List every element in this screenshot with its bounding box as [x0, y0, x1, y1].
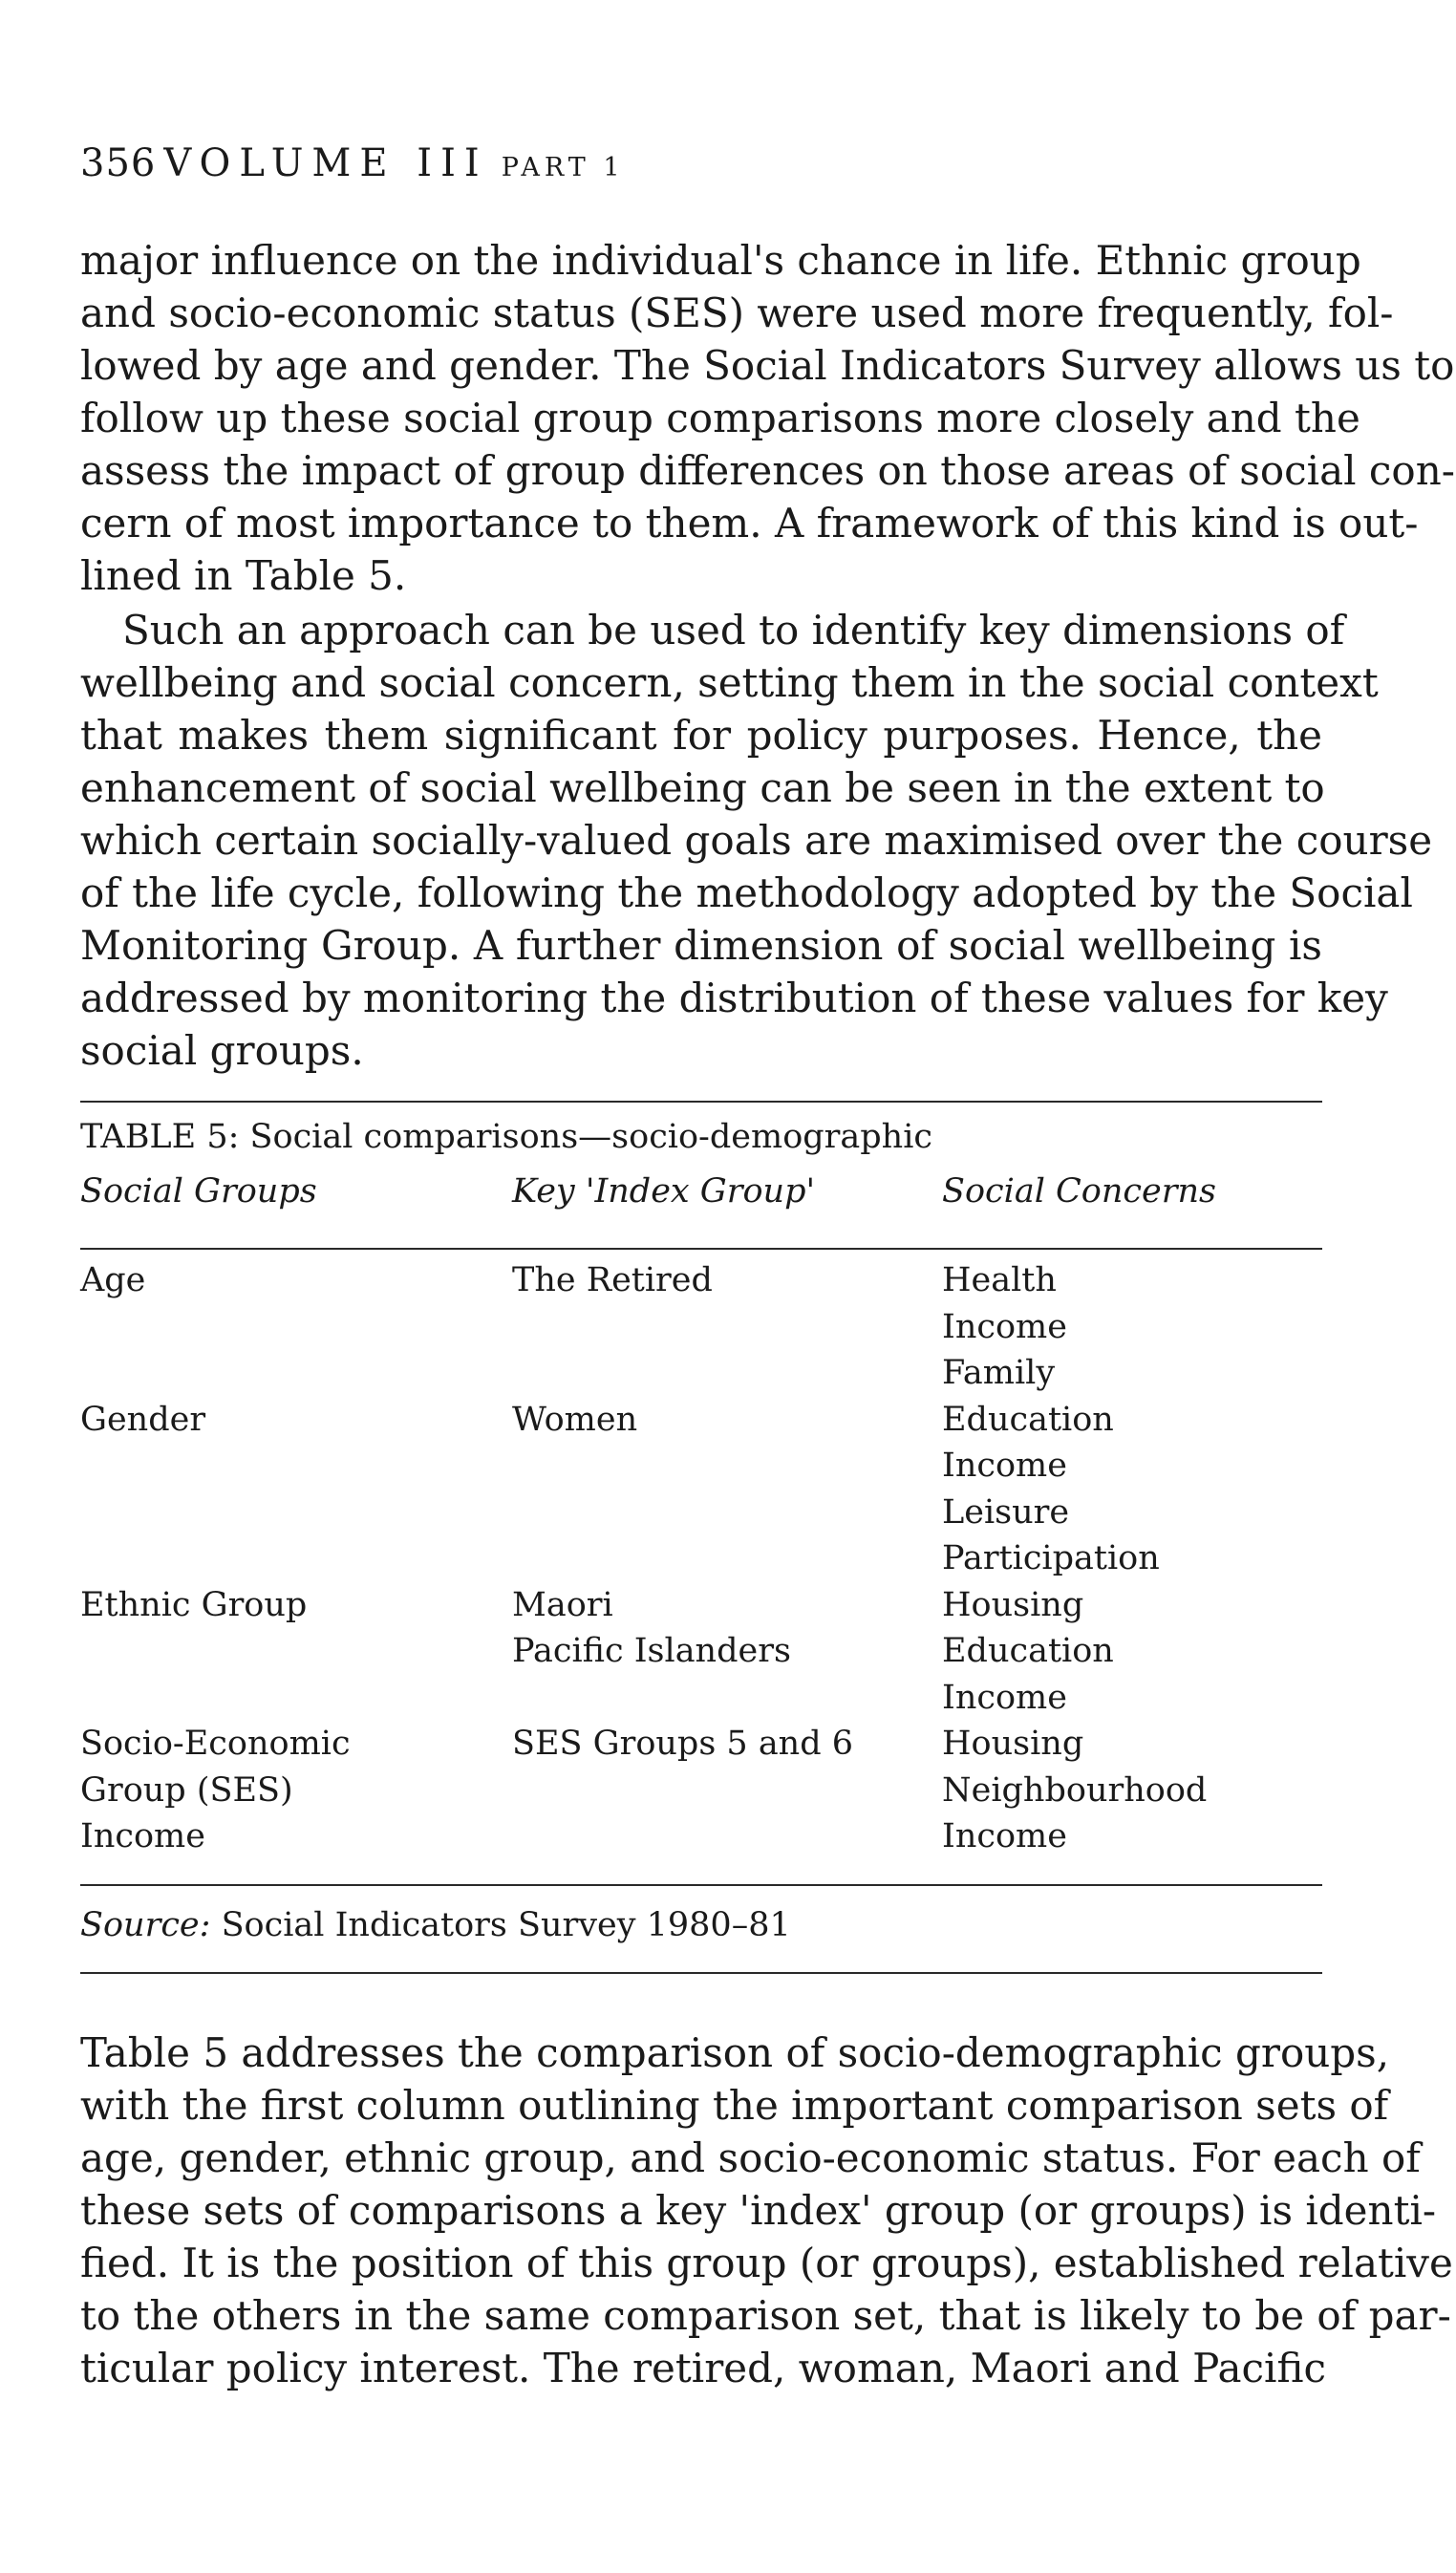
text-line: enhancement of social wellbeing can be seen in the extent to	[80, 764, 1325, 811]
cell-text: Ethnic Group	[80, 1585, 308, 1624]
index-group-cell	[512, 1257, 713, 1304]
page-number: 356	[80, 141, 157, 185]
running-head	[80, 141, 625, 185]
cell-text: Family	[942, 1354, 1056, 1392]
table-bottom-rule	[80, 1884, 1322, 1886]
cell-text: Health	[942, 1261, 1057, 1299]
table-header-rule	[80, 1248, 1322, 1250]
cell-text: Income	[942, 1817, 1067, 1855]
social-group-cell	[80, 1257, 145, 1304]
table-row	[80, 1721, 1322, 1860]
text-line: lowed by age and gender. The Social Indicators Survey allows us to	[80, 342, 1455, 389]
table-caption: TABLE 5: Social comparisons—socio-demographic	[80, 1118, 933, 1156]
text-line: age, gender, ethnic group, and socio-economic status. For each of	[80, 2134, 1421, 2181]
text-line: Such an approach can be used to identify key dimensions of	[122, 607, 1345, 654]
part-label: PART 1	[501, 153, 625, 182]
cell-text: Women	[512, 1400, 638, 1439]
paragraph-1	[80, 234, 1455, 602]
text-line: social groups.	[80, 1027, 364, 1074]
text-line: assess the impact of group differences on those areas of social con-	[80, 447, 1455, 494]
table-row	[80, 1257, 1322, 1397]
index-group-cell	[512, 1721, 853, 1768]
text-line: which certain socially-valued goals are maximised over the course	[80, 817, 1433, 864]
index-group-cell	[512, 1582, 791, 1675]
text-line: fied. It is the position of this group (or groups), established relative	[80, 2240, 1453, 2286]
text-line: major influence on the individual's chance in life. Ethnic group	[80, 237, 1361, 284]
table-row	[80, 1397, 1322, 1582]
text-line: ticular policy interest. The retired, woman, Maori and Pacific	[80, 2345, 1327, 2391]
table-row	[80, 1582, 1322, 1722]
text-line: with the first column outlining the important comparison sets of	[80, 2082, 1389, 2129]
cell-text: Group (SES)	[80, 1770, 293, 1810]
text-line: cern of most importance to them. A framework of this kind is out-	[80, 500, 1419, 547]
cell-text: Pacific Islanders	[512, 1632, 791, 1670]
cell-text: Income	[80, 1817, 205, 1855]
cell-text: The Retired	[512, 1261, 713, 1299]
paragraph-2	[80, 604, 1433, 1077]
table-source-note	[80, 1906, 791, 1944]
cell-text: Housing	[942, 1585, 1084, 1624]
social-concerns-cell	[942, 1582, 1114, 1722]
column-header-social-groups: Social Groups	[80, 1172, 317, 1211]
social-concerns-cell	[942, 1721, 1207, 1860]
text-line: these sets of comparisons a key 'index' group (or groups) is identi-	[80, 2187, 1437, 2234]
cell-text: Income	[942, 1678, 1067, 1717]
text-line: lined in Table 5.	[80, 552, 407, 599]
text-line: Monitoring Group. A further dimension of social wellbeing is	[80, 922, 1322, 969]
social-group-cell	[80, 1582, 307, 1629]
cell-text: Socio-Economic	[80, 1725, 351, 1763]
paragraph-3	[80, 2026, 1453, 2394]
text-line: of the life cycle, following the methodology adopted by the Social	[80, 869, 1413, 916]
text-line: Table 5 addresses the comparison of socio-demographic groups,	[80, 2029, 1390, 2076]
social-concerns-cell	[942, 1397, 1160, 1582]
source-label: Source:	[80, 1906, 211, 1944]
text-line: follow up these social group comparisons more closely and the	[80, 395, 1360, 441]
source-text: Social Indicators Survey 1980–81	[221, 1906, 791, 1944]
text-line: wellbeing and social concern, setting them in the social context	[80, 659, 1379, 706]
text-line: and socio-economic status (SES) were used more frequently, fol-	[80, 289, 1394, 336]
cell-text: Gender	[80, 1400, 206, 1439]
cell-text: Housing	[942, 1725, 1084, 1763]
cell-text: Participation	[942, 1539, 1160, 1577]
column-header-index-group: Key 'Index Group'	[512, 1172, 816, 1211]
volume-label: VOLUME III	[163, 141, 488, 185]
social-group-cell	[80, 1397, 205, 1444]
table-body	[80, 1257, 1322, 1860]
text-line: addressed by monitoring the distribution of these values for key	[80, 975, 1388, 1021]
table-top-rule	[80, 1101, 1322, 1103]
text-line: that makes them significant for policy purposes. Hence, the	[80, 712, 1322, 759]
cell-text: Income	[942, 1307, 1067, 1346]
text-line: to the others in the same comparison set, that is likely to be of par-	[80, 2292, 1451, 2339]
cell-text: Neighbourhood	[942, 1770, 1208, 1810]
cell-text: SES Groups 5 and 6	[512, 1725, 854, 1763]
cell-text: Education	[942, 1632, 1114, 1670]
table-end-rule	[80, 1972, 1322, 1974]
cell-text: Income	[942, 1447, 1067, 1485]
cell-text: Leisure	[942, 1492, 1070, 1532]
column-header-social-concerns: Social Concerns	[942, 1172, 1216, 1211]
social-concerns-cell	[942, 1257, 1067, 1397]
index-group-cell	[512, 1397, 637, 1444]
cell-text: Education	[942, 1400, 1114, 1439]
cell-text: Age	[80, 1261, 146, 1299]
cell-text: Maori	[512, 1585, 613, 1624]
social-group-cell	[80, 1721, 351, 1860]
